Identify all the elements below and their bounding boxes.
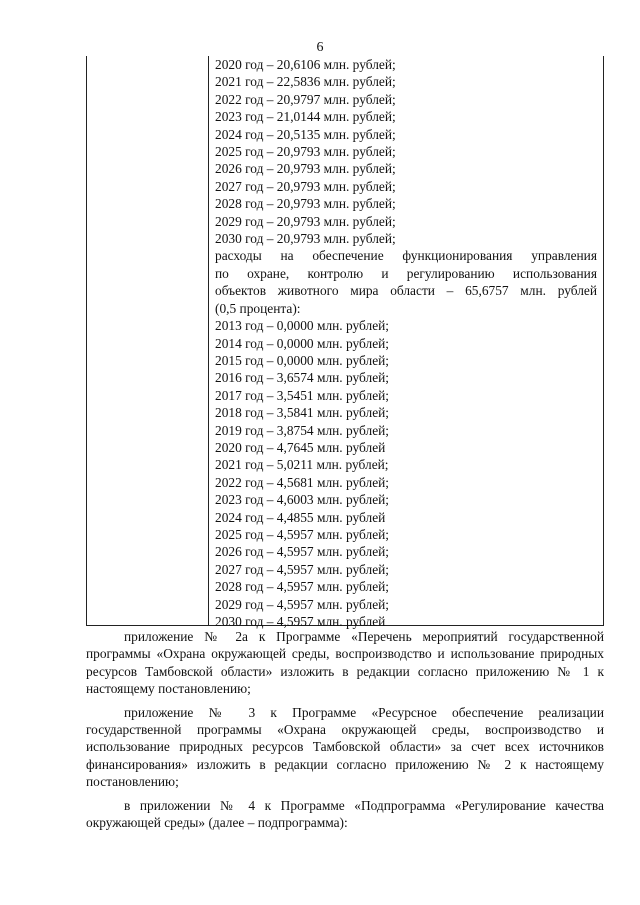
paragraph-appendix-3: приложение № 3 к Программе «Ресурсное обеспечение реализации государственной программы «Охрана окружающей среды, воспроизводство и использование природных ресурсов Тамбовской области» за счет всех источников финансирования» изложить в редакции согласно приложению № 2 к настоящему постановлению;	[86, 704, 604, 790]
funding-year-line: 2022 год – 20,9797 млн. рублей;	[215, 91, 396, 107]
funding-cell	[215, 56, 597, 630]
funding-year-line: 2029 год – 4,5957 млн. рублей;	[215, 596, 390, 612]
funding-year-line: 2029 год – 20,9793 млн. рублей;	[215, 213, 396, 229]
funding-year-line: 2027 год – 20,9793 млн. рублей;	[215, 178, 396, 194]
funding-year-line: 2021 год – 5,0211 млн. рублей;	[215, 457, 389, 473]
funding-year-line: 2026 год – 4,5957 млн. рублей;	[215, 544, 390, 560]
expenses-line: (0,5 процента):	[215, 300, 301, 316]
funding-list-2020-2030	[215, 56, 597, 247]
funding-table	[86, 56, 604, 629]
paragraph-appendix-2a: приложение № 2а к Программе «Перечень мероприятий государственной программы «Охрана окружающей среды, воспроизводство и использование природных ресурсов Тамбовской области» изложить в редакции согласно приложению № 1 к настоящему постановлению;	[86, 629, 604, 697]
funding-year-line: 2017 год – 3,5451 млн. рублей;	[215, 387, 390, 403]
funding-year-line: 2030 год – 20,9793 млн. рублей;	[215, 231, 396, 247]
funding-year-line: 2027 год – 4,5957 млн. рублей;	[215, 561, 390, 577]
funding-year-line: 2018 год – 3,5841 млн. рублей;	[215, 405, 390, 421]
column-divider	[208, 56, 209, 625]
funding-year-line: 2028 год – 4,5957 млн. рублей;	[215, 579, 390, 595]
funding-year-line: 2024 год – 4,4855 млн. рублей	[215, 509, 386, 525]
funding-year-line: 2019 год – 3,8754 млн. рублей;	[215, 422, 390, 438]
funding-year-line: 2015 год – 0,0000 млн. рублей;	[215, 352, 390, 368]
funding-year-line: 2030 год – 4,5957 млн. рублей	[215, 614, 386, 629]
funding-year-line: 2020 год – 4,7645 млн. рублей	[215, 439, 386, 455]
funding-year-line: 2022 год – 4,5681 млн. рублей;	[215, 474, 390, 490]
funding-year-line: 2020 год – 20,6106 млн. рублей;	[215, 57, 396, 72]
funding-year-line: 2028 год – 20,9793 млн. рублей;	[215, 196, 396, 212]
expenses-line: по охране, контролю и регулированию использования	[215, 265, 597, 281]
funding-year-line: 2023 год – 21,0144 млн. рублей;	[215, 109, 396, 125]
funding-year-line: 2026 год – 20,9793 млн. рублей;	[215, 161, 396, 177]
expenses-line: расходы на обеспечение функционирования управления	[215, 248, 597, 264]
funding-year-line: 2025 год – 4,5957 млн. рублей;	[215, 526, 390, 542]
funding-year-line: 2016 год – 3,6574 млн. рублей;	[215, 370, 390, 386]
body-text	[86, 628, 604, 832]
page-number: 6	[316, 40, 324, 55]
expenses-line: объектов животного мира области – 65,6757 млн. рублей	[215, 283, 597, 299]
funding-year-line: 2024 год – 20,5135 млн. рублей;	[215, 126, 396, 142]
funding-year-line: 2025 год – 20,9793 млн. рублей;	[215, 144, 396, 160]
funding-year-line: 2021 год – 22,5836 млн. рублей;	[215, 74, 396, 90]
funding-year-line: 2013 год – 0,0000 млн. рублей;	[215, 318, 390, 334]
funding-list-2013-2030	[215, 317, 597, 630]
funding-year-line: 2014 год – 0,0000 млн. рублей;	[215, 335, 390, 351]
paragraph-appendix-4: в приложении № 4 к Программе «Подпрограмма «Регулирование качества окружающей среды» (далее – подпрограмма):	[86, 797, 604, 831]
funding-year-line: 2023 год – 4,6003 млн. рублей;	[215, 492, 390, 508]
expenses-paragraph	[215, 247, 597, 317]
